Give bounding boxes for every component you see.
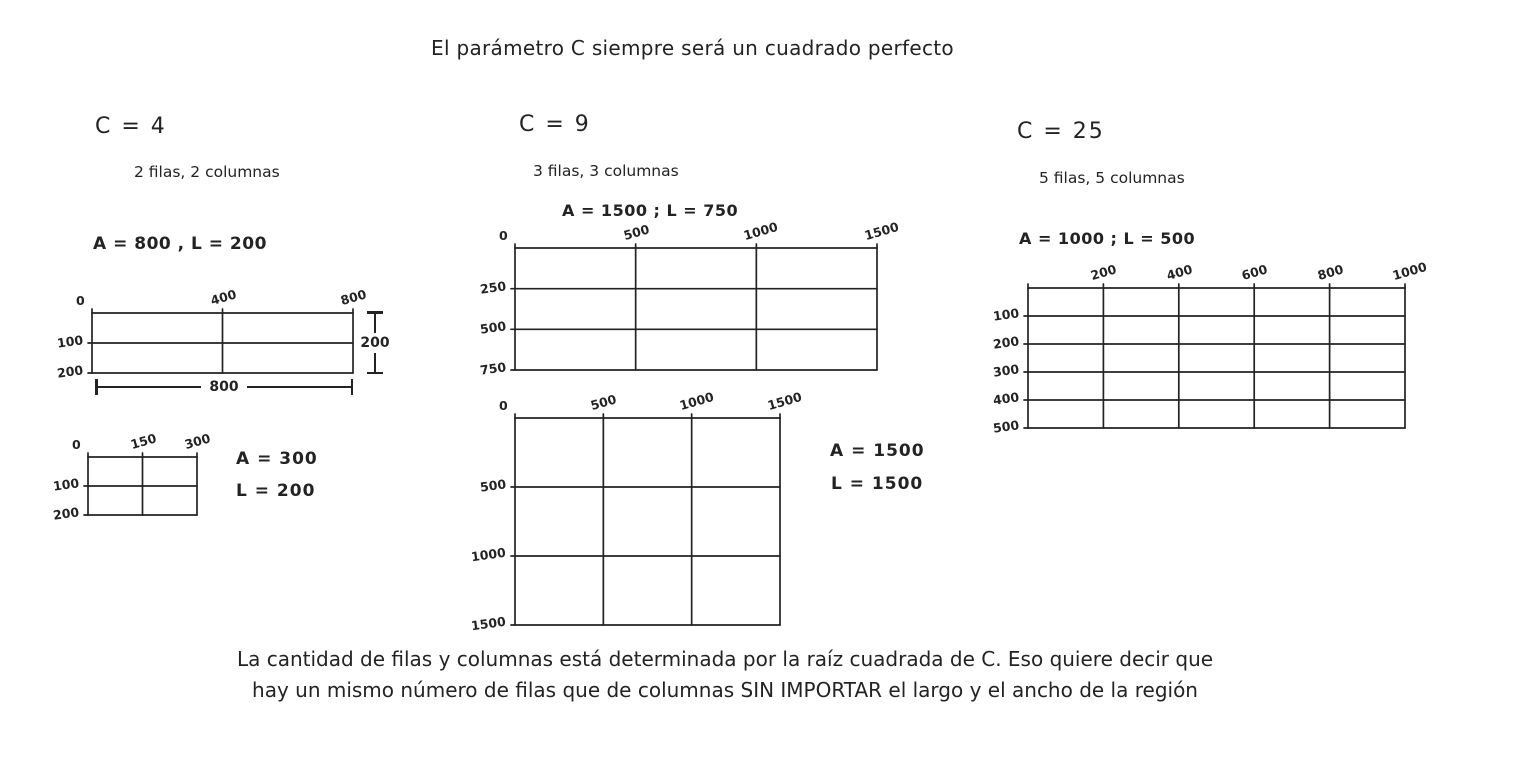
y-axis-tick-label: 500 [991,417,1020,436]
x-axis-tick-label: 400 [208,286,238,308]
x-axis-tick-label: 500 [621,221,651,243]
c4-small-area-label: A = 300 [236,449,318,469]
y-axis-tick-label: 400 [991,389,1020,408]
y-axis-tick-label: 200 [991,333,1020,352]
bracket-cap [351,379,354,395]
bracket-line [374,353,377,372]
c4-grid-small [51,430,213,523]
y-axis-tick-label: 200 [51,504,80,523]
x-axis-tick-label: 0 [499,228,508,243]
c4-width-dimension [95,378,353,396]
x-axis-tick-label: 800 [338,286,369,308]
y-axis-tick-label: 100 [55,332,84,351]
footer-line-2: hay un mismo número de filas que de columnas SIN IMPORTAR el largo y el ancho de la región [252,678,1198,702]
bracket-line [374,314,377,333]
x-axis-tick-label: 1000 [1390,258,1429,283]
c4-small-length-label: L = 200 [236,481,316,501]
c4-value-label: C = 4 [95,114,167,139]
bracket-cap [367,372,383,375]
c9-square-length-label: L = 1500 [831,474,924,494]
x-axis-tick-label: 0 [499,398,508,413]
footer-note [25,644,1425,706]
c9-params-label: A = 1500 ; L = 750 [562,201,739,220]
c4-rows-cols-label: 2 filas, 2 columnas [134,163,280,181]
x-axis-tick-label: 400 [1164,261,1194,283]
y-axis-tick-label: 1000 [470,544,507,565]
y-axis-tick-label: 300 [991,361,1020,380]
c25-value-label: C = 25 [1017,119,1105,144]
c9-grid-square [470,388,804,634]
x-axis-tick-label: 0 [72,437,81,452]
y-axis-tick-label: 500 [478,318,507,338]
y-axis-tick-label: 250 [478,277,507,297]
y-axis-tick-label: 100 [991,305,1020,324]
c25-grid [991,258,1429,436]
bracket-line [98,386,202,389]
c9-value-label: C = 9 [519,112,591,137]
c25-rows-cols-label: 5 filas, 5 columnas [1039,169,1185,187]
y-axis-tick-label: 1500 [470,613,507,634]
footer-line-1: La cantidad de filas y columnas está determinada por la raíz cuadrada de C. Eso quiere decir que [236,647,1214,671]
c4-grid-main [55,286,369,381]
x-axis-tick-label: 1000 [742,218,780,243]
height-dim-label: 200 [360,334,390,351]
y-axis-tick-label: 100 [51,475,80,494]
width-dim-label: 800 [209,379,239,395]
y-axis-tick-label: 200 [55,362,84,381]
c9-square-area-label: A = 1500 [830,441,925,461]
y-axis-tick-label: 750 [478,359,507,378]
grid-svg [509,242,883,376]
x-axis-tick-label: 300 [182,430,213,452]
x-axis-tick-label: 500 [589,391,619,413]
c25-params-label: A = 1000 ; L = 500 [1019,229,1196,248]
grid-svg [82,451,203,521]
x-axis-tick-label: 150 [128,430,158,452]
x-axis-tick-label: 800 [1315,261,1345,283]
x-axis-tick-label: 200 [1089,261,1119,283]
page-title: El parámetro C siempre será un cuadrado perfecto [431,36,954,60]
x-axis-tick-label: 1000 [677,388,716,413]
y-axis-tick-label: 500 [478,476,507,495]
x-axis-tick-label: 600 [1240,261,1270,283]
x-axis-tick-label: 1500 [765,388,804,413]
grid-svg [509,412,786,631]
x-axis-tick-label: 1500 [862,218,901,243]
c9-grid-wide [478,218,901,378]
grid-svg [1022,282,1411,434]
x-axis-tick-label: 0 [76,293,85,308]
c9-rows-cols-label: 3 filas, 3 columnas [533,162,679,180]
bracket-line [247,386,351,389]
c4-height-dimension [358,311,392,374]
grid-svg [86,307,359,379]
c4-params-label: A = 800 , L = 200 [93,234,267,254]
